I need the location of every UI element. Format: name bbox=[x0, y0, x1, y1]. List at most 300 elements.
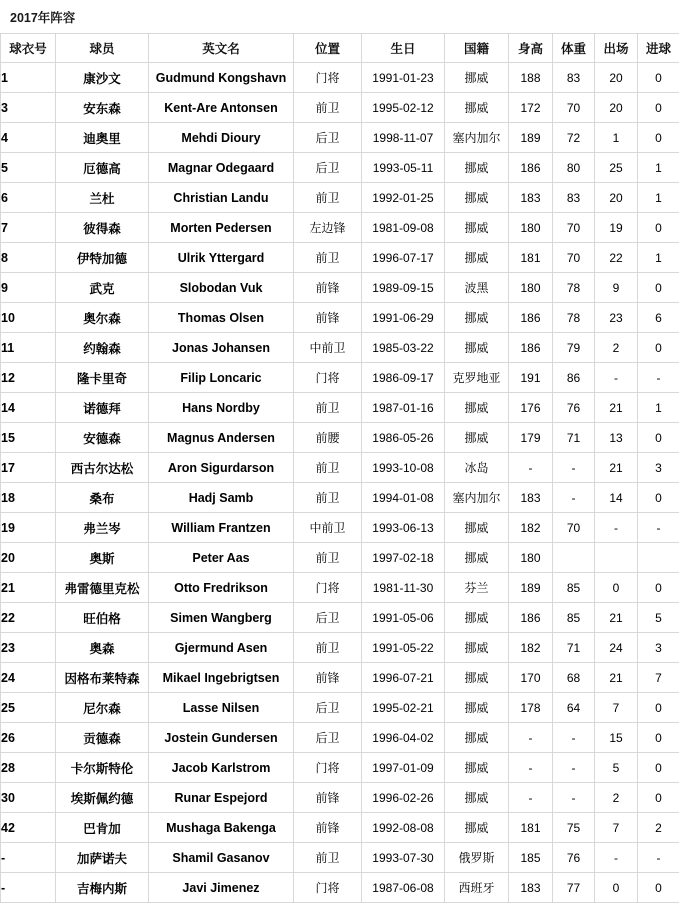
table-row bbox=[1, 363, 679, 393]
table-row bbox=[1, 783, 679, 813]
cell-height: 181 bbox=[509, 813, 553, 843]
cell-goals: 2 bbox=[638, 813, 679, 843]
cell-height: 189 bbox=[509, 123, 553, 153]
cell-birthday: 1996-02-26 bbox=[362, 783, 445, 813]
cell-height: 183 bbox=[509, 873, 553, 903]
cell-position: 前腰 bbox=[294, 423, 362, 453]
cell-height: 180 bbox=[509, 273, 553, 303]
cell-position: 前锋 bbox=[294, 303, 362, 333]
cell-player-name: 旺伯格 bbox=[56, 603, 149, 633]
cell-weight: - bbox=[553, 783, 595, 813]
cell-appearances: 21 bbox=[595, 393, 638, 423]
cell-appearances: 25 bbox=[595, 153, 638, 183]
cell-goals: 0 bbox=[638, 93, 679, 123]
cell-position: 前锋 bbox=[294, 783, 362, 813]
table-row bbox=[1, 453, 679, 483]
table-row bbox=[1, 393, 679, 423]
cell-goals: 0 bbox=[638, 873, 679, 903]
cell-weight: 80 bbox=[553, 153, 595, 183]
cell-english-name: Gudmund Kongshavn bbox=[149, 63, 294, 93]
cell-weight: 77 bbox=[553, 873, 595, 903]
cell-jersey-number: 4 bbox=[1, 123, 56, 153]
table-row bbox=[1, 303, 679, 333]
cell-jersey-number: 30 bbox=[1, 783, 56, 813]
cell-nationality: 挪威 bbox=[445, 243, 509, 273]
cell-weight: 68 bbox=[553, 663, 595, 693]
cell-appearances: - bbox=[595, 513, 638, 543]
cell-player-name: 尼尔森 bbox=[56, 693, 149, 723]
cell-nationality: 挪威 bbox=[445, 543, 509, 573]
column-header-player: 球员 bbox=[56, 34, 149, 63]
cell-jersey-number: 42 bbox=[1, 813, 56, 843]
cell-height: 172 bbox=[509, 93, 553, 123]
table-row bbox=[1, 843, 679, 873]
cell-weight: 70 bbox=[553, 93, 595, 123]
cell-height: 181 bbox=[509, 243, 553, 273]
cell-birthday: 1997-02-18 bbox=[362, 543, 445, 573]
page-title: 2017年阵容 bbox=[0, 0, 679, 33]
cell-appearances: 21 bbox=[595, 663, 638, 693]
cell-weight: 70 bbox=[553, 213, 595, 243]
cell-appearances: 2 bbox=[595, 333, 638, 363]
cell-jersey-number: - bbox=[1, 873, 56, 903]
cell-position: 门将 bbox=[294, 363, 362, 393]
cell-english-name: Shamil Gasanov bbox=[149, 843, 294, 873]
cell-position: 门将 bbox=[294, 753, 362, 783]
cell-position: 前卫 bbox=[294, 543, 362, 573]
cell-english-name: Jacob Karlstrom bbox=[149, 753, 294, 783]
cell-goals: 0 bbox=[638, 333, 679, 363]
cell-birthday: 1997-01-09 bbox=[362, 753, 445, 783]
cell-english-name: Peter Aas bbox=[149, 543, 294, 573]
table-row bbox=[1, 213, 679, 243]
column-header-nation: 国籍 bbox=[445, 34, 509, 63]
cell-goals: 0 bbox=[638, 573, 679, 603]
cell-jersey-number: 26 bbox=[1, 723, 56, 753]
cell-height: 185 bbox=[509, 843, 553, 873]
cell-jersey-number: 1 bbox=[1, 63, 56, 93]
cell-english-name: Thomas Olsen bbox=[149, 303, 294, 333]
cell-appearances: 19 bbox=[595, 213, 638, 243]
cell-english-name: Slobodan Vuk bbox=[149, 273, 294, 303]
cell-player-name: 巴肯加 bbox=[56, 813, 149, 843]
cell-jersey-number: 19 bbox=[1, 513, 56, 543]
cell-player-name: 桑布 bbox=[56, 483, 149, 513]
cell-goals: 0 bbox=[638, 273, 679, 303]
cell-player-name: 康沙文 bbox=[56, 63, 149, 93]
cell-height: 182 bbox=[509, 513, 553, 543]
cell-birthday: 1986-09-17 bbox=[362, 363, 445, 393]
cell-height: 189 bbox=[509, 573, 553, 603]
cell-goals: - bbox=[638, 843, 679, 873]
cell-player-name: 安东森 bbox=[56, 93, 149, 123]
cell-height: 186 bbox=[509, 303, 553, 333]
cell-height: 178 bbox=[509, 693, 553, 723]
cell-nationality: 挪威 bbox=[445, 63, 509, 93]
cell-birthday: 1995-02-21 bbox=[362, 693, 445, 723]
cell-appearances: 21 bbox=[595, 603, 638, 633]
cell-height: - bbox=[509, 723, 553, 753]
cell-english-name: Javi Jimenez bbox=[149, 873, 294, 903]
cell-nationality: 挪威 bbox=[445, 693, 509, 723]
cell-nationality: 挪威 bbox=[445, 213, 509, 243]
cell-english-name: Mehdi Dioury bbox=[149, 123, 294, 153]
cell-height: - bbox=[509, 753, 553, 783]
cell-appearances: 13 bbox=[595, 423, 638, 453]
cell-english-name: Magnar Odegaard bbox=[149, 153, 294, 183]
cell-position: 门将 bbox=[294, 573, 362, 603]
cell-goals: 0 bbox=[638, 483, 679, 513]
cell-birthday: 1993-07-30 bbox=[362, 843, 445, 873]
cell-player-name: 武克 bbox=[56, 273, 149, 303]
cell-birthday: 1992-01-25 bbox=[362, 183, 445, 213]
cell-height: 186 bbox=[509, 603, 553, 633]
table-row bbox=[1, 483, 679, 513]
cell-weight: 64 bbox=[553, 693, 595, 723]
cell-nationality: 西班牙 bbox=[445, 873, 509, 903]
cell-jersey-number: 28 bbox=[1, 753, 56, 783]
cell-goals: 0 bbox=[638, 423, 679, 453]
cell-height: 182 bbox=[509, 633, 553, 663]
column-header-goals: 进球 bbox=[638, 34, 679, 63]
cell-position: 前锋 bbox=[294, 813, 362, 843]
cell-player-name: 厄德高 bbox=[56, 153, 149, 183]
cell-position: 前卫 bbox=[294, 93, 362, 123]
cell-appearances: 20 bbox=[595, 183, 638, 213]
cell-position: 前卫 bbox=[294, 183, 362, 213]
cell-position: 门将 bbox=[294, 873, 362, 903]
cell-player-name: 诺德拜 bbox=[56, 393, 149, 423]
cell-weight: 70 bbox=[553, 513, 595, 543]
cell-goals: 0 bbox=[638, 753, 679, 783]
cell-birthday: 1995-02-12 bbox=[362, 93, 445, 123]
cell-nationality: 芬兰 bbox=[445, 573, 509, 603]
cell-nationality: 挪威 bbox=[445, 303, 509, 333]
cell-nationality: 挪威 bbox=[445, 723, 509, 753]
cell-english-name: Kent-Are Antonsen bbox=[149, 93, 294, 123]
cell-player-name: 吉梅内斯 bbox=[56, 873, 149, 903]
cell-jersey-number: 18 bbox=[1, 483, 56, 513]
cell-position: 前锋 bbox=[294, 663, 362, 693]
cell-position: 前卫 bbox=[294, 633, 362, 663]
column-header-weight: 体重 bbox=[553, 34, 595, 63]
cell-nationality: 挪威 bbox=[445, 603, 509, 633]
cell-player-name: 兰杜 bbox=[56, 183, 149, 213]
cell-birthday: 1996-07-17 bbox=[362, 243, 445, 273]
cell-appearances: - bbox=[595, 363, 638, 393]
column-header-height: 身高 bbox=[509, 34, 553, 63]
cell-english-name: Hadj Samb bbox=[149, 483, 294, 513]
cell-jersey-number: 15 bbox=[1, 423, 56, 453]
cell-player-name: 伊特加德 bbox=[56, 243, 149, 273]
table-row bbox=[1, 513, 679, 543]
cell-english-name: Otto Fredrikson bbox=[149, 573, 294, 603]
cell-position: 后卫 bbox=[294, 123, 362, 153]
cell-goals: 0 bbox=[638, 213, 679, 243]
cell-nationality: 挪威 bbox=[445, 153, 509, 183]
cell-goals: - bbox=[638, 363, 679, 393]
cell-english-name: Mikael Ingebrigtsen bbox=[149, 663, 294, 693]
cell-weight: 83 bbox=[553, 63, 595, 93]
table-row bbox=[1, 543, 679, 573]
cell-weight: - bbox=[553, 753, 595, 783]
cell-english-name: Morten Pedersen bbox=[149, 213, 294, 243]
cell-jersey-number: - bbox=[1, 843, 56, 873]
table-row bbox=[1, 603, 679, 633]
cell-appearances: 1 bbox=[595, 123, 638, 153]
table-row bbox=[1, 273, 679, 303]
cell-height: 183 bbox=[509, 183, 553, 213]
cell-appearances: 5 bbox=[595, 753, 638, 783]
cell-birthday: 1998-11-07 bbox=[362, 123, 445, 153]
cell-goals: 0 bbox=[638, 723, 679, 753]
cell-jersey-number: 12 bbox=[1, 363, 56, 393]
table-row bbox=[1, 423, 679, 453]
cell-appearances: 20 bbox=[595, 93, 638, 123]
cell-position: 前卫 bbox=[294, 243, 362, 273]
cell-weight: - bbox=[553, 723, 595, 753]
cell-english-name: Mushaga Bakenga bbox=[149, 813, 294, 843]
cell-height: 191 bbox=[509, 363, 553, 393]
cell-nationality: 挪威 bbox=[445, 753, 509, 783]
cell-jersey-number: 7 bbox=[1, 213, 56, 243]
cell-player-name: 加萨诺夫 bbox=[56, 843, 149, 873]
cell-position: 前卫 bbox=[294, 453, 362, 483]
cell-appearances: 7 bbox=[595, 813, 638, 843]
cell-player-name: 弗兰岑 bbox=[56, 513, 149, 543]
cell-nationality: 挪威 bbox=[445, 393, 509, 423]
cell-jersey-number: 20 bbox=[1, 543, 56, 573]
cell-appearances: 15 bbox=[595, 723, 638, 753]
cell-jersey-number: 24 bbox=[1, 663, 56, 693]
cell-goals: 0 bbox=[638, 123, 679, 153]
cell-goals: 6 bbox=[638, 303, 679, 333]
cell-birthday: 1991-05-06 bbox=[362, 603, 445, 633]
table-row bbox=[1, 93, 679, 123]
table-row bbox=[1, 663, 679, 693]
cell-player-name: 隆卡里奇 bbox=[56, 363, 149, 393]
table-row bbox=[1, 753, 679, 783]
cell-weight: 86 bbox=[553, 363, 595, 393]
cell-goals: - bbox=[638, 513, 679, 543]
cell-jersey-number: 23 bbox=[1, 633, 56, 663]
table-row bbox=[1, 63, 679, 93]
cell-nationality: 挪威 bbox=[445, 813, 509, 843]
cell-english-name: Filip Loncaric bbox=[149, 363, 294, 393]
cell-jersey-number: 9 bbox=[1, 273, 56, 303]
cell-player-name: 奥斯 bbox=[56, 543, 149, 573]
cell-birthday: 1993-05-11 bbox=[362, 153, 445, 183]
cell-appearances: 2 bbox=[595, 783, 638, 813]
cell-birthday: 1993-10-08 bbox=[362, 453, 445, 483]
cell-player-name: 西古尔达松 bbox=[56, 453, 149, 483]
cell-position: 前卫 bbox=[294, 483, 362, 513]
cell-birthday: 1992-08-08 bbox=[362, 813, 445, 843]
cell-player-name: 奥尔森 bbox=[56, 303, 149, 333]
cell-position: 后卫 bbox=[294, 603, 362, 633]
table-header bbox=[1, 34, 679, 63]
cell-birthday: 1994-01-08 bbox=[362, 483, 445, 513]
cell-appearances: 22 bbox=[595, 243, 638, 273]
cell-jersey-number: 22 bbox=[1, 603, 56, 633]
table-row bbox=[1, 723, 679, 753]
table-row bbox=[1, 153, 679, 183]
cell-english-name: Jonas Johansen bbox=[149, 333, 294, 363]
cell-birthday: 1981-11-30 bbox=[362, 573, 445, 603]
cell-nationality: 挪威 bbox=[445, 423, 509, 453]
cell-height: 180 bbox=[509, 543, 553, 573]
cell-weight: 76 bbox=[553, 393, 595, 423]
cell-appearances: 9 bbox=[595, 273, 638, 303]
cell-height: - bbox=[509, 453, 553, 483]
cell-jersey-number: 14 bbox=[1, 393, 56, 423]
cell-height: 180 bbox=[509, 213, 553, 243]
cell-nationality: 冰岛 bbox=[445, 453, 509, 483]
cell-weight: 78 bbox=[553, 303, 595, 333]
cell-nationality: 挪威 bbox=[445, 633, 509, 663]
cell-goals bbox=[638, 543, 679, 573]
cell-appearances: 0 bbox=[595, 873, 638, 903]
cell-english-name: Jostein Gundersen bbox=[149, 723, 294, 753]
cell-appearances: 14 bbox=[595, 483, 638, 513]
cell-nationality: 塞内加尔 bbox=[445, 123, 509, 153]
table-row bbox=[1, 693, 679, 723]
cell-goals: 7 bbox=[638, 663, 679, 693]
cell-english-name: Aron Sigurdarson bbox=[149, 453, 294, 483]
table-row bbox=[1, 873, 679, 903]
cell-position: 前锋 bbox=[294, 273, 362, 303]
cell-position: 中前卫 bbox=[294, 513, 362, 543]
cell-height: 179 bbox=[509, 423, 553, 453]
table-row bbox=[1, 633, 679, 663]
cell-player-name: 彼得森 bbox=[56, 213, 149, 243]
cell-weight: 72 bbox=[553, 123, 595, 153]
column-header-apps: 出场 bbox=[595, 34, 638, 63]
cell-english-name: Runar Espejord bbox=[149, 783, 294, 813]
cell-position: 后卫 bbox=[294, 153, 362, 183]
cell-position: 前卫 bbox=[294, 843, 362, 873]
cell-jersey-number: 3 bbox=[1, 93, 56, 123]
cell-birthday: 1987-06-08 bbox=[362, 873, 445, 903]
cell-height: 186 bbox=[509, 333, 553, 363]
cell-height: 186 bbox=[509, 153, 553, 183]
table-body bbox=[1, 63, 679, 903]
cell-english-name: Lasse Nilsen bbox=[149, 693, 294, 723]
cell-weight: 85 bbox=[553, 603, 595, 633]
cell-goals: 5 bbox=[638, 603, 679, 633]
roster-table bbox=[0, 33, 679, 903]
cell-jersey-number: 6 bbox=[1, 183, 56, 213]
cell-height: - bbox=[509, 783, 553, 813]
cell-birthday: 1991-06-29 bbox=[362, 303, 445, 333]
cell-weight: - bbox=[553, 453, 595, 483]
cell-goals: 3 bbox=[638, 453, 679, 483]
cell-goals: 0 bbox=[638, 63, 679, 93]
cell-english-name: Gjermund Asen bbox=[149, 633, 294, 663]
cell-appearances: 7 bbox=[595, 693, 638, 723]
cell-english-name: Simen Wangberg bbox=[149, 603, 294, 633]
column-header-birthday: 生日 bbox=[362, 34, 445, 63]
cell-weight: - bbox=[553, 483, 595, 513]
cell-nationality: 挪威 bbox=[445, 333, 509, 363]
cell-birthday: 1987-01-16 bbox=[362, 393, 445, 423]
column-header-english: 英文名 bbox=[149, 34, 294, 63]
cell-birthday: 1993-06-13 bbox=[362, 513, 445, 543]
cell-jersey-number: 8 bbox=[1, 243, 56, 273]
cell-position: 中前卫 bbox=[294, 333, 362, 363]
cell-jersey-number: 25 bbox=[1, 693, 56, 723]
cell-player-name: 奥森 bbox=[56, 633, 149, 663]
column-header-position: 位置 bbox=[294, 34, 362, 63]
cell-nationality: 挪威 bbox=[445, 783, 509, 813]
cell-weight: 79 bbox=[553, 333, 595, 363]
cell-birthday: 1981-09-08 bbox=[362, 213, 445, 243]
cell-english-name: Christian Landu bbox=[149, 183, 294, 213]
cell-weight: 70 bbox=[553, 243, 595, 273]
cell-goals: 3 bbox=[638, 633, 679, 663]
cell-weight: 85 bbox=[553, 573, 595, 603]
cell-height: 170 bbox=[509, 663, 553, 693]
cell-player-name: 因格布莱特森 bbox=[56, 663, 149, 693]
cell-nationality: 挪威 bbox=[445, 183, 509, 213]
cell-player-name: 贡德森 bbox=[56, 723, 149, 753]
cell-nationality: 俄罗斯 bbox=[445, 843, 509, 873]
cell-weight bbox=[553, 543, 595, 573]
cell-player-name: 约翰森 bbox=[56, 333, 149, 363]
cell-nationality: 挪威 bbox=[445, 513, 509, 543]
cell-weight: 75 bbox=[553, 813, 595, 843]
cell-position: 门将 bbox=[294, 63, 362, 93]
table-row bbox=[1, 813, 679, 843]
cell-birthday: 1985-03-22 bbox=[362, 333, 445, 363]
cell-player-name: 卡尔斯特伦 bbox=[56, 753, 149, 783]
cell-english-name: Hans Nordby bbox=[149, 393, 294, 423]
cell-goals: 1 bbox=[638, 183, 679, 213]
cell-appearances: 0 bbox=[595, 573, 638, 603]
header-row bbox=[1, 34, 679, 63]
table-row bbox=[1, 573, 679, 603]
cell-player-name: 安德森 bbox=[56, 423, 149, 453]
column-header-number: 球衣号 bbox=[1, 34, 56, 63]
cell-appearances: 21 bbox=[595, 453, 638, 483]
cell-height: 183 bbox=[509, 483, 553, 513]
cell-weight: 76 bbox=[553, 843, 595, 873]
cell-goals: 1 bbox=[638, 153, 679, 183]
cell-height: 188 bbox=[509, 63, 553, 93]
cell-birthday: 1991-05-22 bbox=[362, 633, 445, 663]
table-row bbox=[1, 123, 679, 153]
cell-birthday: 1989-09-15 bbox=[362, 273, 445, 303]
cell-nationality: 克罗地亚 bbox=[445, 363, 509, 393]
cell-birthday: 1991-01-23 bbox=[362, 63, 445, 93]
cell-jersey-number: 17 bbox=[1, 453, 56, 483]
cell-nationality: 波黑 bbox=[445, 273, 509, 303]
cell-appearances: 20 bbox=[595, 63, 638, 93]
cell-position: 后卫 bbox=[294, 723, 362, 753]
cell-goals: 1 bbox=[638, 243, 679, 273]
cell-height: 176 bbox=[509, 393, 553, 423]
cell-appearances: - bbox=[595, 843, 638, 873]
cell-weight: 83 bbox=[553, 183, 595, 213]
cell-player-name: 弗雷德里克松 bbox=[56, 573, 149, 603]
cell-birthday: 1986-05-26 bbox=[362, 423, 445, 453]
table-row bbox=[1, 243, 679, 273]
cell-nationality: 挪威 bbox=[445, 93, 509, 123]
cell-position: 前卫 bbox=[294, 393, 362, 423]
cell-english-name: William Frantzen bbox=[149, 513, 294, 543]
cell-weight: 71 bbox=[553, 423, 595, 453]
table-row bbox=[1, 333, 679, 363]
